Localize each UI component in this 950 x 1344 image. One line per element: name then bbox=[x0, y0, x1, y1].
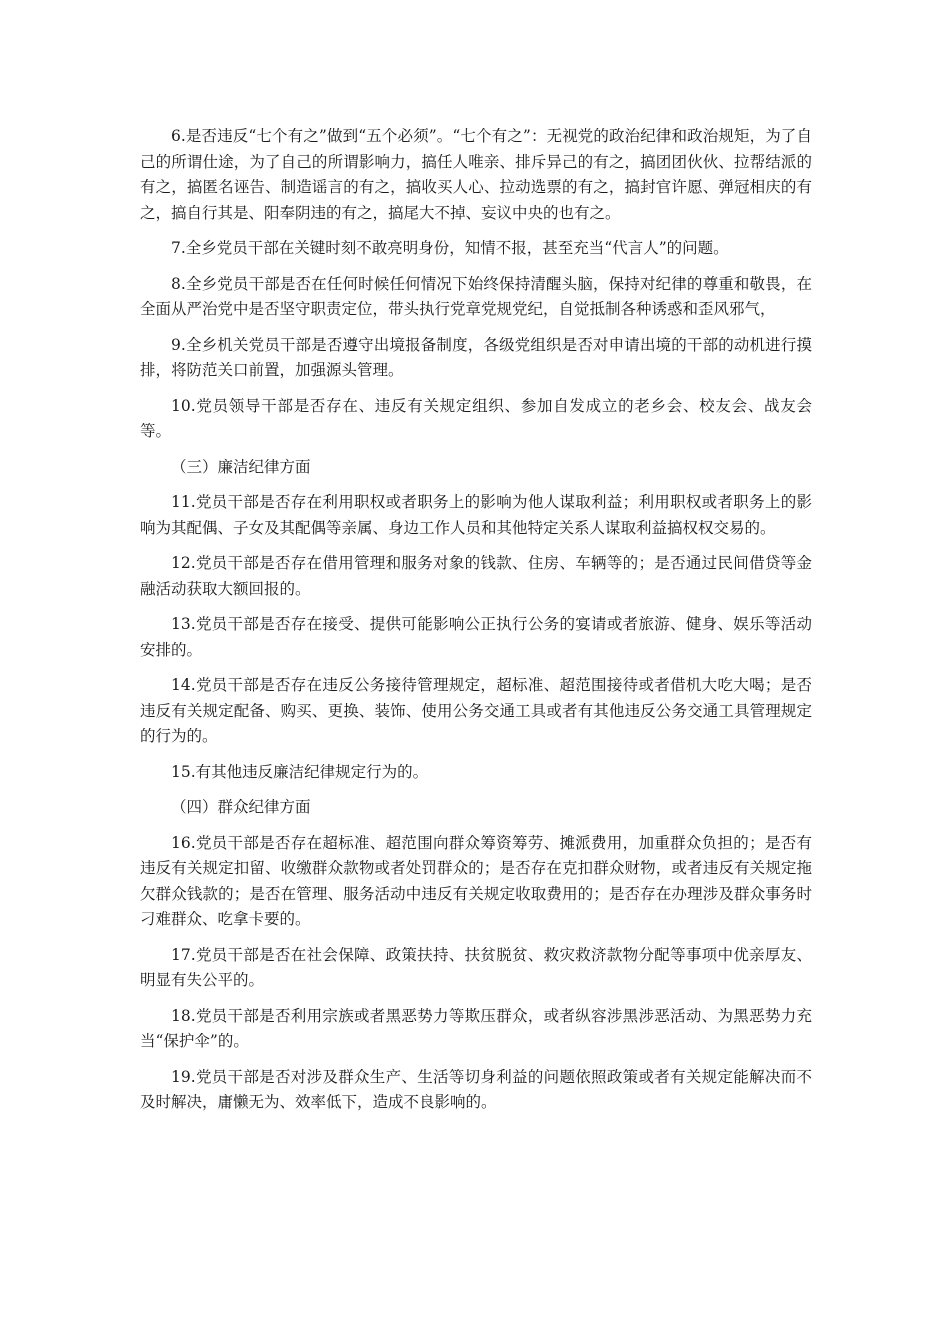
paragraph-item-12: 12.党员干部是否存在借用管理和服务对象的钱款、住房、车辆等的；是否通过民间借贷等金融活动获取大额回报的。 bbox=[140, 554, 812, 598]
paragraph-item-14: 14.党员干部是否存在违反公务接待管理规定，超标准、超范围接待或者借机大吃大喝；是否违反有关规定配备、购买、更换、装饰、使用公务交通工具或者有其他违反公务交通工具管理规定的行为的。 bbox=[140, 676, 812, 745]
paragraph-item-19: 19.党员干部是否对涉及群众生产、生活等切身利益的问题依照政策或者有关规定能解决而不及时解决，庸懒无为、效率低下，造成不良影响的。 bbox=[140, 1067, 812, 1111]
paragraph-item-8: 8.全乡党员干部是否在任何时候任何情况下始终保持清醒头脑，保持对纪律的尊重和敬畏，在全面从严治党中是否坚守职责定位，带头执行党章党规党纪，自觉抵制各种诱惑和歪风邪气， bbox=[140, 274, 812, 318]
paragraph-item-18: 18.党员干部是否利用宗族或者黑恶势力等欺压群众，或者纵容涉黑涉恶活动、为黑恶势力充当“保护伞”的。 bbox=[140, 1006, 812, 1050]
paragraph-item-17: 17.党员干部是否在社会保障、政策扶持、扶贫脱贫、救灾救济款物分配等事项中优亲厚友、明显有失公平的。 bbox=[140, 945, 812, 989]
section-heading-integrity-discipline: （三）廉洁纪律方面 bbox=[171, 457, 311, 476]
document-body bbox=[140, 124, 812, 1126]
paragraph-item-9: 9.全乡机关党员干部是否遵守出境报备制度，各级党组织是否对申请出境的干部的动机进行摸排，将防范关口前置，加强源头管理。 bbox=[140, 335, 812, 379]
paragraph-item-7: 7.全乡党员干部在关键时刻不敢亮明身份，知情不报，甚至充当“代言人”的问题。 bbox=[171, 239, 729, 257]
paragraph-item-6: 6.是否违反“七个有之”做到“五个必须”。“七个有之”：无视党的政治纪律和政治规矩，为了自己的所谓仕途，为了自己的所谓影响力，搞任人唯亲、排斥异己的有之，搞团团伙伙、拉帮结派的有之，搞匿名诬告、制造谣言的有之，搞收买人心、拉动选票的有之，搞封官许愿、弹冠相庆的有之，搞自行其是、阳奉阴违的有之，搞尾大不掉、妄议中央的也有之。 bbox=[140, 127, 812, 222]
paragraph-item-15: 15.有其他违反廉洁纪律规定行为的。 bbox=[171, 762, 429, 781]
paragraph-item-13: 13.党员干部是否存在接受、提供可能影响公正执行公务的宴请或者旅游、健身、娱乐等活动安排的。 bbox=[140, 615, 812, 659]
paragraph-item-11: 11.党员干部是否存在利用职权或者职务上的影响为他人谋取利益；利用职权或者职务上的影响为其配偶、子女及其配偶等亲属、身边工作人员和其他特定关系人谋取利益搞权权交易的。 bbox=[140, 493, 812, 537]
paragraph-item-10: 10.党员领导干部是否存在、违反有关规定组织、参加自发成立的老乡会、校友会、战友会等。 bbox=[140, 396, 812, 440]
paragraph-item-16: 16.党员干部是否存在超标准、超范围向群众筹资筹劳、摊派费用，加重群众负担的；是否有违反有关规定扣留、收缴群众款物或者处罚群众的；是否存在克扣群众财物，或者违反有关规定拖欠群众钱款的；是否在管理、服务活动中违反有关规定收取费用的；是否存在办理涉及群众事务时刁难群众、吃拿卡要的。 bbox=[140, 833, 812, 928]
section-heading-mass-discipline: （四）群众纪律方面 bbox=[171, 798, 311, 816]
